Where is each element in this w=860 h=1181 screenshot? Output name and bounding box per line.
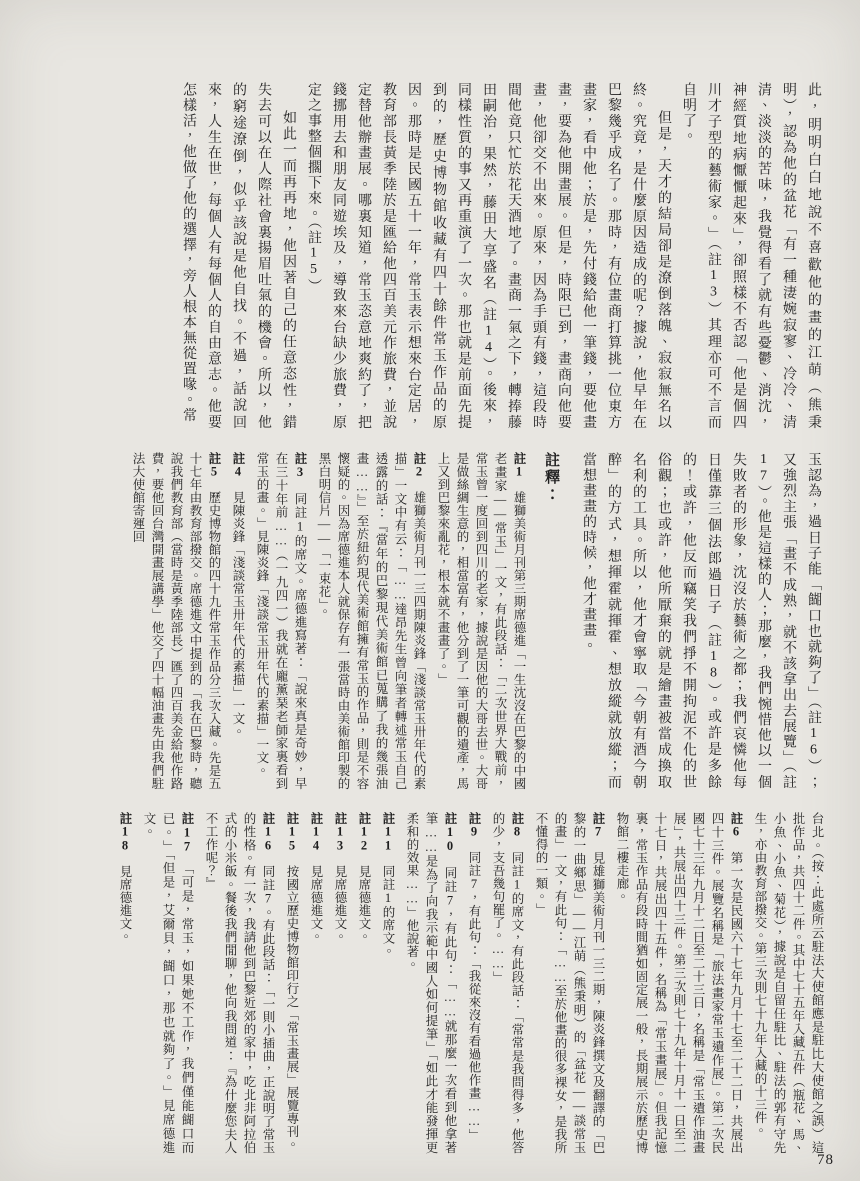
note-label: 註3 [293,452,307,479]
note-label: 註4 [231,452,245,479]
note-label: 註18 [118,812,132,853]
note-label: 註5 [207,452,221,479]
note-label: 註9 [467,812,481,839]
note-text: 「可是，常玉，如果她不工作，我們僅能餬口而已。」「但是，艾爾貝，餬口，那也就夠了。」見席德進文。 [142,812,194,1154]
note-text: 見席德進文。 [357,865,371,943]
note-item [330,812,349,1154]
note-text: 同註1的席文。席德進寫著：「說來真是奇妙，早在三十年前……（一九四一）我就在龐薰琹老師家裏看到常玉的畫。」見陳炎鋒「淺談常玉卅年代的素描」一文。 [255,452,307,790]
note-label: 註6 [729,812,743,839]
note-item [115,812,134,1154]
paragraph: 此，明明白白地說不喜歡他的畫的江萌（熊秉明），認為他的盆花「有一種淒婉寂寥、冷冷、清清、淡淡的苦味，我覺得看了就有些憂鬱、消沈，神經質地病懨懨起來」，卻照樣不否認「他是個四川才子型的藝術家。」（註13）其理亦可不言而自明了。 [681,82,821,430]
main-text-continuation-and-notes [42,452,826,790]
note-text: 見陳炎鋒「淺談常玉卅年代的素描」一文。 [231,491,245,738]
notes-section-header: 註釋： [543,452,559,503]
note-item [128,452,223,790]
paragraph: 但是，天才的結局卻是潦倒落魄、寂寂無名以終。究竟，是什麼原因造成的呢？據說，他早年在巴黎幾乎成名了。那時，有位畫商打算挑一位東方畫家，看中他；於是，先付錢給他一筆錢，要他畫畫，要為他開畫展。但是，時限已到，畫商向他要畫，他卻交不出來。原來，因為手頭有錢，這段時間他竟只忙於花天酒地了。畫商一氣之下，轉捧藤田嗣治，果然，藤田大享盛名（註14）。後來，同樣性質的事又再重演了一次。那也就是前面先提到的，歷史博物館收藏有四十餘件常玉作品的原因。那時是民國五十一年，常玉表示想來台定居，教育部長黃季陸於是匯給他四百美元作旅費，並說定替他辦畫展。哪裏知道，常玉恣意地爽約了，把錢挪用去和朋友同遊埃及，導致來台缺少旅費，原定之事整個擱下來。（註15） [306,82,671,430]
note-item [433,452,528,790]
note-text: 同註7，有此句：「……就那麼一次看到他拿著筆……是為了向我示範中國人如何提筆」「如此才能發揮更柔和的效果……」他說著。 [405,812,457,1154]
note-label: 註8 [510,812,524,839]
note-item [612,812,745,1154]
note-text: 同註1的席文，有此段話：「常常是我問得多，他答的少，支吾幾句罷了。……」 [491,812,524,1154]
note-item [252,452,309,790]
note-label: 註17 [180,812,194,854]
note-text: 雄獅美術月刊一三四期陳炎鋒「淺談常玉卅年代的素描」一文中有云：「……達昂先生曾向筆者轉述常玉自己透露的話：『當年的巴黎現代美術館已蒐購了我的幾張油畫……』」至於紐約現代美術館擁有常玉的作品，則是不容懷疑的。因為席德進本人就保存有一張當時由美術館印製的黑白明信片——「一束花」。 [317,452,426,790]
note-text: 見席德進文。 [333,865,347,943]
note-text: 見席德進文。 [118,865,132,943]
note-item [464,812,483,1154]
note-text: 第一次是民國六十七年九月十七至二十二日，共展出四十三件。展覽名稱是「旅法畫家常玉遺作展」。第二次民國七十三年九月十二日至二十三日，名稱是「常玉遺作油畫展」，共展出四十三件。第三次則七十九年十月十一日至二十七日，共展出四十五件，名稱為「常玉畫展」。但我記憶裏，常玉作品有段時間猶如固定展一般，長期展示於歷史博物館二樓走廊。 [615,812,743,1154]
note-item [306,812,325,1154]
note-text: 同註7。有此段話：「一則小插曲，正說明了常玉的性格。有一次，我請他到巴黎近郊的家中，吃北非阿拉伯式的小米飯。餐後我們閒聊，他向我問道：『為什麼您夫人不工作呢？』 [204,812,275,1154]
note-item [378,812,397,1154]
note-label: 註11 [381,812,395,853]
note-label: 註16 [261,812,275,853]
note-label: 註14 [309,812,323,853]
note-item [228,452,247,790]
note-item [354,812,373,1154]
note-label: 註1 [512,452,526,479]
note-text: 同註1的席文。 [381,865,395,958]
note-item [139,812,196,1154]
note-item [282,812,301,1154]
note-text: 見席德進文。 [309,865,323,943]
note-text: 見雄獅美術月刊一三二期，陳炎鋒撰文及翻譯的「巴黎的一曲鄉思」——江萌（熊秉明）的「盆花——談常玉的畫」一文，有此句：「……至於他畫的很多裸女，是我所不懂得的一類。」 [534,812,605,1154]
paragraph: 如此一而再再地，他因著自己的任意恣性，錯失去可以在人際社會裏揚眉吐氣的機會。所以，他的窮途潦倒，似乎該說是他自找。不過，話說回來，人生在世，每個人有每個人的自由意志。他要怎樣活，他做了他的選擇，旁人根本無從置喙。常 [181,82,296,430]
note-label: 註12 [357,812,371,853]
paragraph: 玉認為，過日子能「餬口也就夠了」（註16）；又強烈主張「畫不成熟，就不該拿出去展覽」（註17）。他是這樣的人；那麼，我們惋惜他以一個失敗者的形象，沈沒於藝術之都；我們哀憐他每日僅靠三個法郎過日子（註18）。或許是多餘的！或許，他反而竊笑我們掙不開拘泥不化的世俗觀；也或許，他所厭棄的就是繪畫被當成換取名利的工具。所以，他才會寧取「今朝有酒今朝醉」的方式，想揮霍就揮霍、想放縱就放縱；而當想畫畫的時候，他才畫畫。 [581,452,821,790]
note-label: 註13 [333,812,347,853]
note-text: 雄獅美術月刊第三期席德進「一生沈沒在巴黎的中國老畫家——常玉」一文，有此段話：「二次世界大戰前，常玉曾一度回到四川的老家，據說是因他的大哥去世。大哥是做絲綢生意的，相當富有，他分到了一筆可觀的遺產，馬上又到巴黎來亂花，根本就不畫畫了。」 [436,452,526,790]
note-text: 歷史博物館的四十九件常玉作品分三次入藏。先是五十七年由教育部撥交。席德進文中提到的「我在巴黎時，聽說我們教育部（當時是黃季陸部長）匯了四百美金給他作路費，要他回台灣開畫展講學」他交了四十幅油畫先由我們駐法大使館寄運回 [131,452,221,790]
note-label: 註15 [285,812,299,853]
note-item [531,812,607,1154]
notes-lower [42,812,826,1154]
note-continuation: 台北。（按：此處所云駐法大使館應是駐比大使館之誤）這批作品，共四十二件。其中七十五年入藏五件（瓶花、馬、小魚、小魚、菊花），據說是自留任駐比、駐法的郭有守先生，亦由教育部撥交。第三次則七十九年入藏的十三件。 [753,812,824,1154]
note-label: 註2 [412,452,426,479]
note-item [314,452,428,790]
note-text: 按國立歷史博物館印行之「常玉畫展」展覽專刊。 [285,865,299,1151]
note-item [402,812,459,1154]
note-text: 同註7，有此句：「我從來沒有看過他作畫……」 [467,851,481,1142]
note-item [488,812,526,1154]
page-number: 78 [817,1152,834,1168]
note-label: 註7 [591,812,605,839]
note-label: 註10 [443,812,457,854]
main-text-upper [42,82,826,430]
note-item [201,812,277,1154]
